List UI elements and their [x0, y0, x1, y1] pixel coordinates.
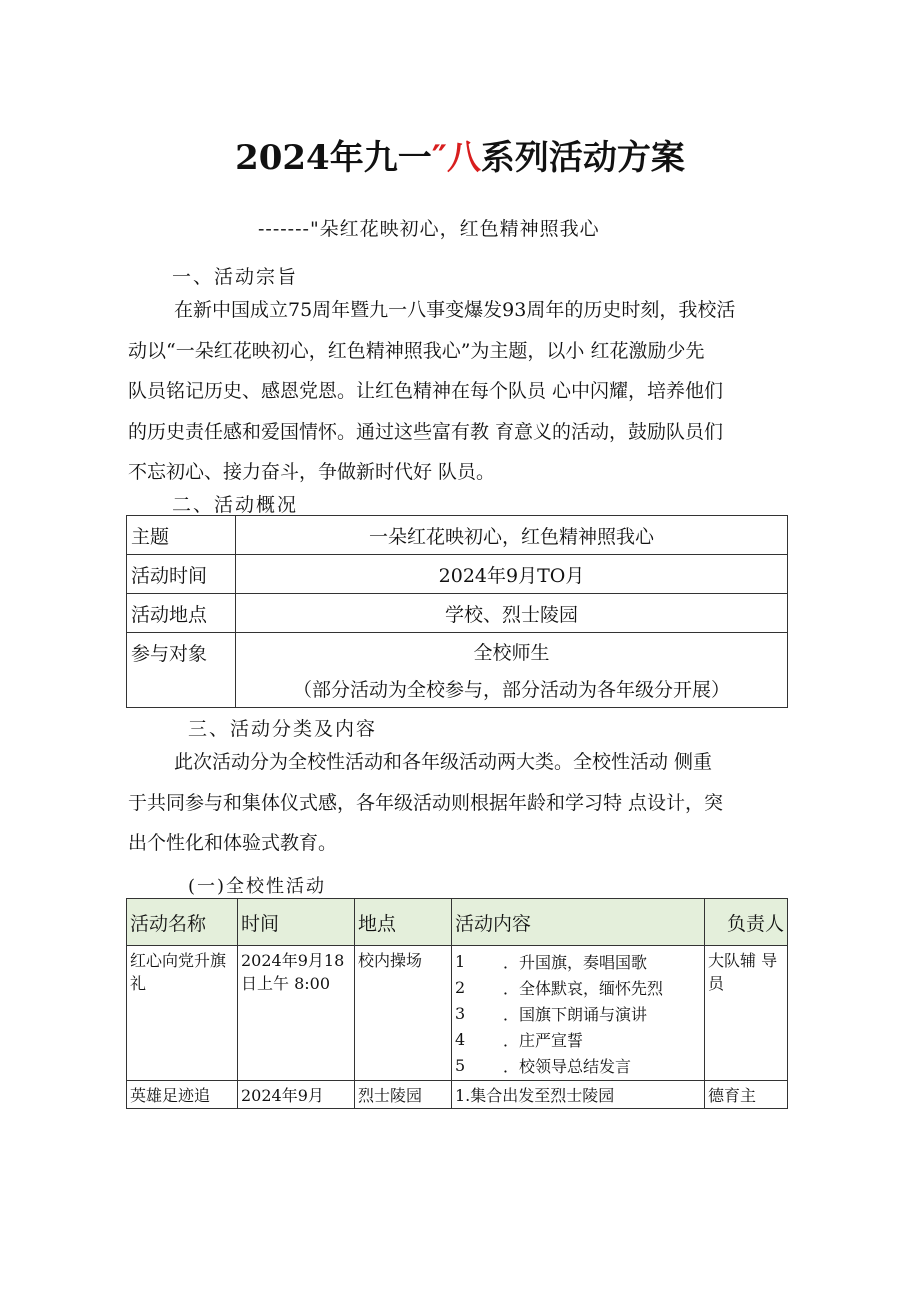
item-text: ．校领导总结发言 — [503, 1056, 632, 1076]
row-value-group — [236, 633, 788, 708]
row-label: 参与对象 — [127, 633, 236, 708]
item-text: ．庄严宣誓 — [503, 1030, 584, 1050]
row-value: 一朵红花映初心，红色精神照我心 — [236, 516, 788, 555]
paragraph-line: 不忘初心、接力奋斗，争做新时代好 队员。 — [128, 461, 496, 483]
activity-place: 校内操场 — [355, 946, 452, 1081]
content-item — [455, 1000, 701, 1026]
row-label: 活动地点 — [127, 594, 236, 633]
activity-name: 红心向党升旗礼 — [127, 946, 238, 1081]
document-title — [0, 130, 920, 179]
overview-table — [126, 515, 788, 708]
paragraph-line: 的历史责任感和爱国情怀。通过这些富有教 育意义的活动，鼓励队员们 — [128, 420, 724, 443]
item-number: 1 — [455, 951, 466, 971]
row-value: 学校、烈士陵园 — [236, 594, 788, 633]
row-value: 2024年9月TO月 — [236, 555, 788, 594]
column-header: 负责人 — [705, 899, 788, 946]
column-header: 地点 — [355, 899, 452, 946]
section-heading-categories: 三、活动分类及内容 — [188, 718, 378, 740]
table-row — [127, 946, 788, 1081]
activity-content: 1.集合出发至烈士陵园 — [452, 1081, 705, 1109]
item-number: 4 — [455, 1029, 466, 1049]
sub-heading-school-wide: (一)全校性活动 — [188, 876, 327, 897]
item-text: ．国旗下朗诵与演讲 — [503, 1004, 648, 1024]
activity-owner: 德育主 — [705, 1081, 788, 1109]
paragraph-line: 此次活动分为全校性活动和各年级活动两大类。全校性活动 侧重 — [174, 751, 713, 773]
categories-paragraph — [128, 742, 808, 864]
item-text: ．全体默哀，缅怀先烈 — [503, 978, 664, 998]
column-header: 活动内容 — [452, 899, 705, 946]
activity-owner: 大队辅 导员 — [705, 946, 788, 1081]
row-label: 主题 — [127, 516, 236, 555]
paragraph-line: 动以“一朵红花映初心，红色精神照我心”为主题，以小 红花激励少先 — [128, 339, 705, 362]
item-number: 3 — [455, 1003, 466, 1023]
table-row — [127, 516, 788, 555]
item-text: ．升国旗，奏唱国歌 — [503, 952, 648, 972]
activity-time: 2024年9月 — [238, 1081, 355, 1109]
content-item — [455, 1026, 701, 1052]
table-row — [127, 633, 788, 708]
table-row — [127, 594, 788, 633]
paragraph-line: 在新中国成立75周年暨九一八事变爆发93周年的历史时刻，我校活 — [174, 299, 736, 321]
table-header-row — [127, 899, 788, 946]
activity-time: 2024年9月18日上午 8:00 — [238, 946, 355, 1081]
row-value-note: （部分活动为全校参与，部分活动为各年级分开展） — [292, 679, 730, 701]
section-heading-purpose: 一、活动宗旨 — [172, 266, 299, 288]
content-item — [455, 974, 701, 1000]
column-header: 时间 — [238, 899, 355, 946]
section-heading-overview: 二、活动概况 — [172, 494, 299, 516]
activity-place: 烈士陵园 — [355, 1081, 452, 1109]
paragraph-line: 于共同参与和集体仪式感，各年级活动则根据年龄和学习特 点设计，突 — [128, 791, 724, 814]
subtitle: -------"朵红花映初心，红色精神照我心 — [258, 218, 600, 240]
title-part: 2024年九一 — [235, 138, 432, 178]
content-item — [455, 1052, 701, 1078]
title-part: 系列活动方案 — [480, 138, 685, 178]
table-row — [127, 555, 788, 594]
row-value: 全校师生 — [473, 642, 550, 664]
activity-content — [452, 946, 705, 1081]
column-header: 活动名称 — [127, 899, 238, 946]
item-number: 5 — [455, 1055, 466, 1075]
content-item — [455, 948, 701, 974]
table-row — [127, 1081, 788, 1109]
purpose-paragraph — [128, 290, 808, 493]
paragraph-line: 出个性化和体验式教育。 — [128, 832, 338, 854]
activity-name: 英雄足迹追 — [127, 1081, 238, 1109]
title-part-red: ″八 — [431, 138, 481, 178]
item-number: 2 — [455, 977, 466, 997]
activity-table — [126, 898, 788, 1109]
row-label: 活动时间 — [127, 555, 236, 594]
paragraph-line: 队员铭记历史、感恩党恩。让红色精神在每个队员 心中闪耀，培养他们 — [128, 380, 724, 402]
